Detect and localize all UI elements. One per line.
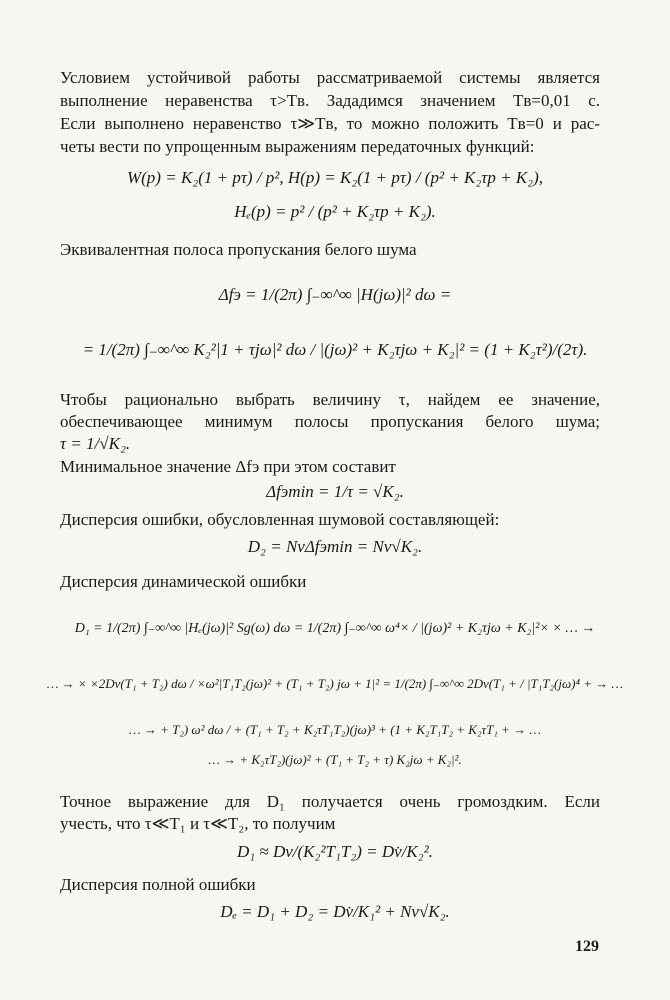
paragraph-tau-line-1: Чтобы рационально выбрать величину τ, найдем ее значение,	[60, 390, 600, 409]
paragraph-stability-line-3: Если выполнено неравенство τ≫Tв, то можно положить Tв=0 и рас-	[60, 114, 600, 133]
paragraph-tau-line-3: τ = 1/√K₂.	[60, 434, 131, 453]
paragraph-dynamic-variance: Дисперсия динамической ошибки	[60, 572, 307, 591]
paragraph-tau-line-2: обеспечивающее минимум полосы пропускания белого шума;	[60, 412, 600, 431]
equation-d1-approx: D₁ ≈ Dv/(K₂²T₁T₂) = Dv̇/K₂².	[236, 842, 434, 861]
equation-transfer-functions: W(p) = K₂(1 + pτ) / p², H(p) = K₂(1 + pτ) / (p² + K₂τp + K₂),	[126, 168, 544, 187]
equation-d1-line-3: … → + T₂) ω² dω / + (T₁ + T₂ + K₂τT₁T₂)(jω)³ + (1 + K₂T₁T₂ + K₂τT₁ + → …	[129, 722, 541, 737]
equation-de: Dₑ = D₁ + D₂ = Dv̇/K₁² + Nv√K₂.	[220, 902, 450, 921]
equation-d1-line-4: … → + K₂τT₂)(jω)² + (T₁ + T₂ + τ) K₂jω + K₂|².	[208, 752, 462, 767]
equation-d1-line-1: D₁ = 1/(2π) ∫₋∞^∞ |Hₑ(jω)|² Sg(ω) dω = 1/(2π) ∫₋∞^∞ ω⁴× / |(jω)² + K₂τjω + K₂|²× × … →	[74, 621, 596, 636]
paragraph-stability-line-4: четы вести по упрощенным выражениям передаточных функций:	[60, 137, 535, 156]
paragraph-exact-line-1: Точное выражение для D₁ получается очень громоздким. Если	[60, 792, 600, 811]
equation-min-bandwidth: Δfэmin = 1/τ = √K₂.	[266, 482, 404, 501]
paragraph-stability-line-1: Условием устойчивой работы рассматриваемой системы является	[60, 68, 600, 87]
paragraph-min-bandwidth: Минимальное значение Δfэ при этом составит	[60, 457, 396, 476]
paragraph-stability-line-2: выполнение неравенства τ>Tв. Зададимся значением Tв=0,01 с.	[60, 91, 600, 110]
equation-bandwidth-result: = 1/(2π) ∫₋∞^∞ K₂²|1 + τjω|² dω / |(jω)² + K₂τjω + K₂|² = (1 + K₂τ²)/(2τ).	[82, 340, 588, 359]
equation-equivalent-bandwidth: Δfэ = 1/(2π) ∫₋∞^∞ |H(jω)|² dω =	[218, 285, 452, 304]
page-number: 129	[575, 938, 599, 955]
paragraph-exact-line-2: учесть, что τ≪T₁ и τ≪T₂, то получим	[60, 814, 336, 833]
paragraph-total-variance: Дисперсия полной ошибки	[60, 875, 256, 894]
equation-d2: D₂ = NvΔfэmin = Nv√K₂.	[247, 537, 423, 556]
equation-d1-line-2: … → × ×2Dv(T₁ + T₂) dω / ×ω²|T₁T₂(jω)² + (T₁ + T₂) jω + 1|² = 1/(2π) ∫₋∞^∞ 2Dv(T₁ + / |T₁T₂(jω)⁴ + → …	[46, 676, 624, 691]
paragraph-bandwidth-intro: Эквивалентная полоса пропускания белого шума	[60, 240, 417, 259]
equation-error-transfer-function: Hₑ(p) = p² / (p² + K₂τp + K₂).	[234, 202, 436, 221]
paragraph-noise-variance: Дисперсия ошибки, обусловленная шумовой составляющей:	[60, 510, 500, 529]
